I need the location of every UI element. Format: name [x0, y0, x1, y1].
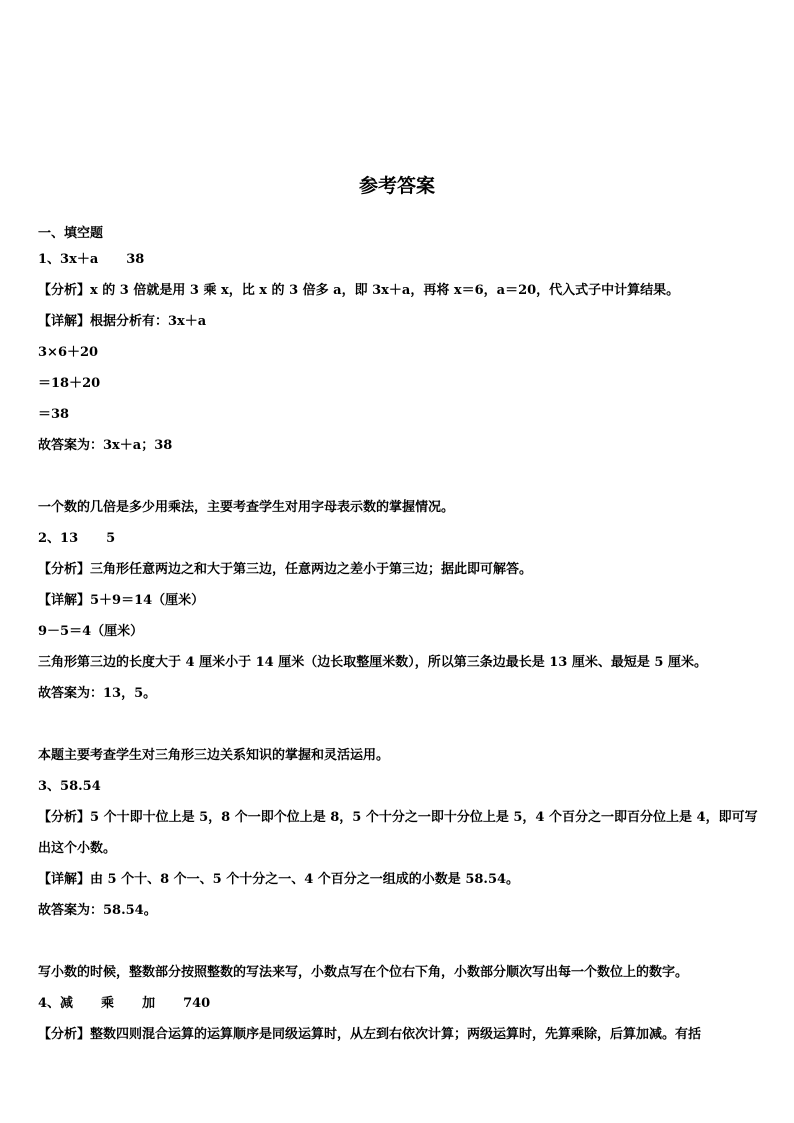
answer-2-analysis: 【分析】三角形任意两边之和大于第三边，任意两边之差小于第三边；据此即可解答。 — [38, 562, 533, 577]
answer-3-analysis: 【分析】5 个十即十位上是 5，8 个一即个位上是 8，5 个十分之一即十分位上是 5，4 个百分之一即百分位上是 4，即可写出这个小数。 — [38, 810, 758, 856]
page-title: 参考答案 — [358, 175, 435, 197]
answer-1-comment: 一个数的几倍是多少用乘法，主要考查学生对用字母表示数的掌握情况。 — [38, 500, 455, 515]
answer-1-label: 1、3x＋a — [38, 252, 99, 267]
answer-4-value-2: 乘 — [101, 996, 115, 1011]
answer-1-calc-2: ＝18＋20 — [38, 376, 101, 391]
answer-2-line — [38, 531, 758, 547]
section-heading: 一、填空题 — [38, 226, 104, 241]
answer-3-line: 3、58.54 — [38, 779, 101, 794]
answer-1-calc-1: 3×6＋20 — [38, 345, 99, 360]
answer-2-comment: 本题主要考查学生对三角形三边关系知识的掌握和灵活运用。 — [38, 748, 390, 763]
answer-2-conclusion: 故答案为：13，5。 — [38, 686, 157, 701]
answer-4-label: 4、减 — [38, 996, 74, 1011]
answer-1-conclusion: 故答案为：3x＋a；38 — [38, 438, 173, 453]
answer-1-analysis: 【分析】x 的 3 倍就是用 3 乘 x，比 x 的 3 倍多 a，即 3x＋a，再将 x＝6，a＝20，代入式子中计算结果。 — [38, 283, 680, 298]
answer-2-value: 5 — [106, 531, 116, 546]
answer-1-line — [38, 252, 758, 268]
answer-3-detail: 【详解】由 5 个十、8 个一、5 个十分之一、4 个百分之一组成的小数是 58.54。 — [38, 872, 520, 887]
answer-2-detail: 【详解】5＋9＝14（厘米） — [38, 593, 205, 608]
answer-2-explanation: 三角形第三边的长度大于 4 厘米小于 14 厘米（边长取整厘米数），所以第三条边最长是 13 厘米、最短是 5 厘米。 — [38, 655, 707, 670]
answer-4-value-3: 加 — [142, 996, 156, 1011]
answer-1-value: 38 — [126, 252, 145, 267]
answer-3-comment: 写小数的时候，整数部分按照整数的写法来写，小数点写在个位右下角，小数部分顺次写出每一个数位上的数字。 — [38, 965, 689, 980]
answer-3-conclusion: 故答案为：58.54。 — [38, 903, 157, 918]
answer-2-label: 2、13 — [38, 531, 79, 546]
answer-4-line — [38, 996, 758, 1012]
answer-2-calc: 9－5＝4（厘米） — [38, 624, 144, 639]
answer-4-analysis: 【分析】整数四则混合运算的运算顺序是同级运算时，从左到右依次计算；两级运算时，先算乘除，后算加减。有括 — [38, 1027, 702, 1042]
answer-1-calc-3: ＝38 — [38, 407, 70, 422]
answer-4-value-4: 740 — [183, 996, 211, 1011]
answer-1-detail: 【详解】根据分析有：3x＋a — [38, 314, 207, 329]
